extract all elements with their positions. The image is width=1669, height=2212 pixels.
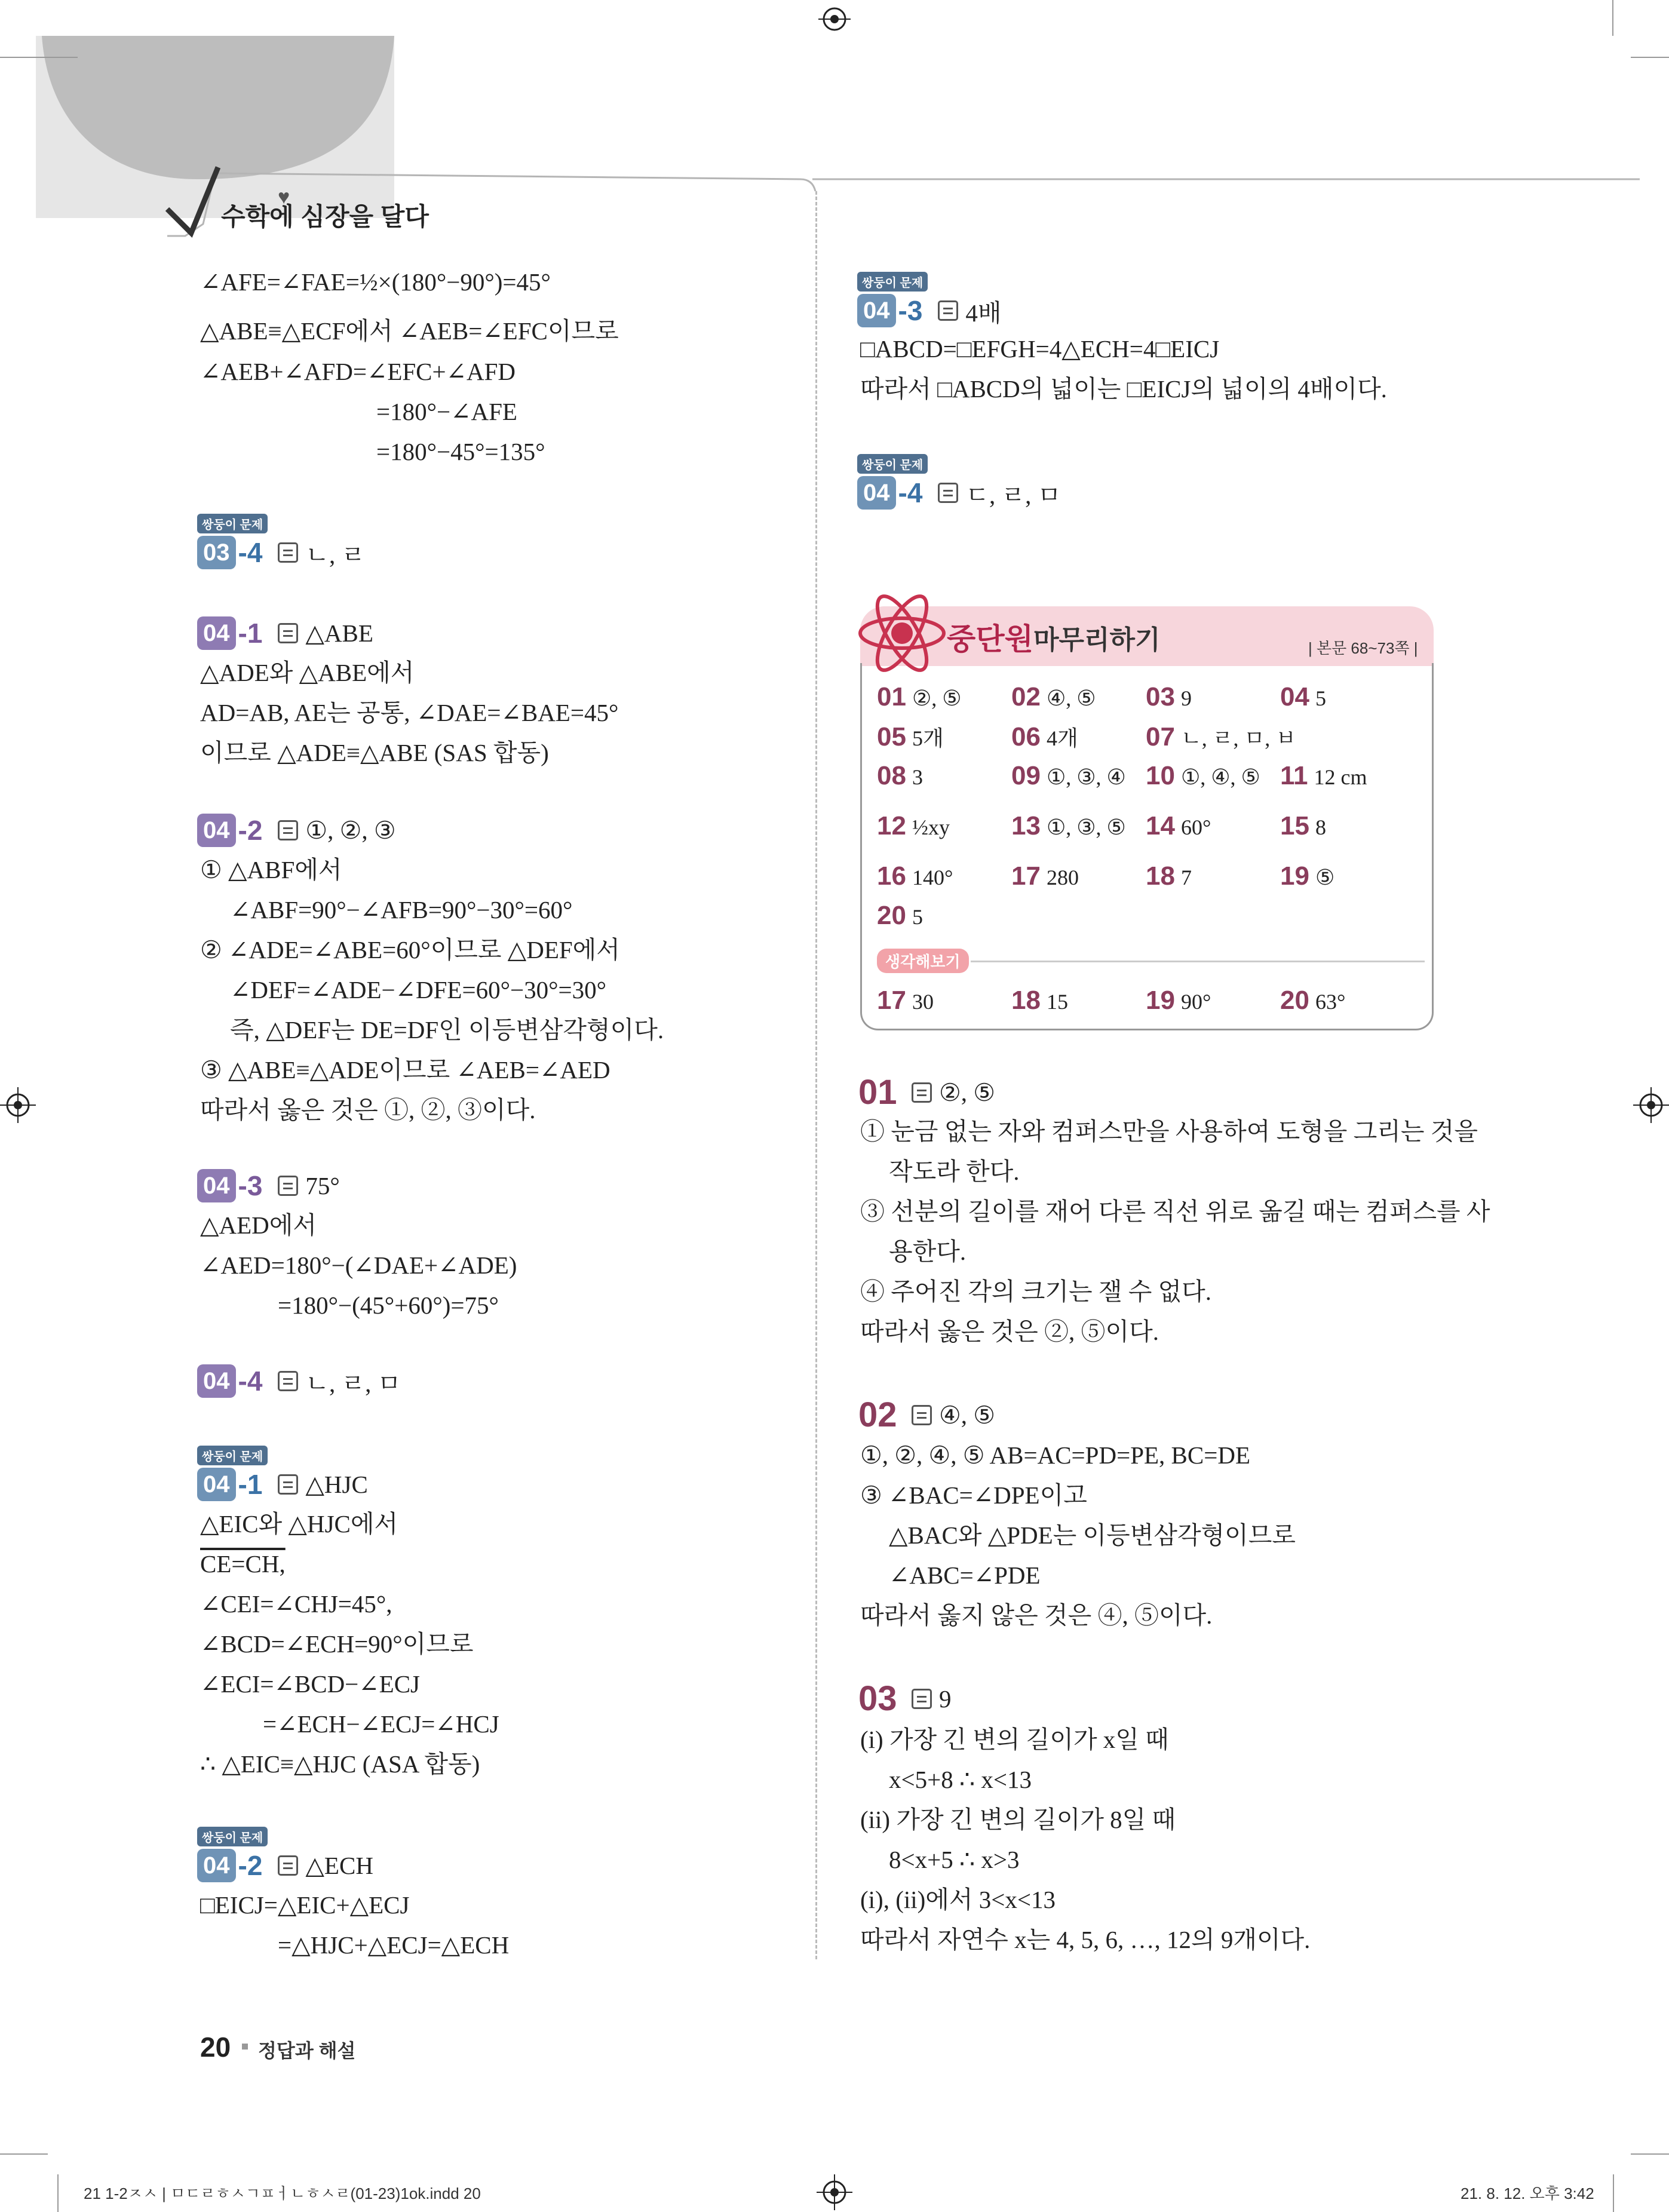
answer-icon xyxy=(938,483,958,503)
review-item: 17 280 xyxy=(1011,861,1079,891)
text-line: 따라서 옳지 않은 것은 ④, ⑤이다. xyxy=(860,1602,1213,1629)
text-line: ③ ∠BAC=∠DPE이고 xyxy=(860,1481,1087,1509)
problem-header xyxy=(197,812,396,848)
page-number: 20 xyxy=(200,2032,231,2063)
text-line: ∠CEI=∠CHJ=45°, xyxy=(200,1590,392,1618)
problem-number: 04 xyxy=(197,616,236,650)
answer-icon xyxy=(278,1176,298,1196)
answer-text: ㄴ, ㄹ xyxy=(305,541,366,569)
review-item: 02 ④, ⑤ xyxy=(1011,682,1096,711)
answer-row xyxy=(896,1078,995,1107)
twin-badge: 쌍둥이 문제 xyxy=(197,1446,268,1465)
answer-text: ㄴ, ㄹ, ㅁ xyxy=(305,1369,401,1397)
answer-text: △ECH xyxy=(305,1852,373,1879)
problem-header xyxy=(197,535,365,570)
think-divider xyxy=(971,961,1425,962)
text-line: (i), (ii)에서 3<x<13 xyxy=(860,1886,1056,1913)
review-item: 18 7 xyxy=(1146,861,1192,891)
crop-line xyxy=(0,2153,48,2155)
review-item: 08 3 xyxy=(877,761,923,790)
problem-sub: -3 xyxy=(898,295,923,326)
problem-sub: -4 xyxy=(238,1366,263,1397)
problem-header xyxy=(857,475,1061,511)
review-item: 01 ②, ⑤ xyxy=(877,682,962,711)
text-line: ∠AFE=∠FAE=½×(180°−90°)=45° xyxy=(200,268,551,296)
answer-icon xyxy=(938,300,958,321)
twin-badge: 쌍둥이 문제 xyxy=(197,514,268,533)
review-item: 07 ㄴ, ㄹ, ㅁ, ㅂ xyxy=(1146,722,1297,751)
footer-label: 정답과 해설 xyxy=(258,2040,356,2061)
review-item: 09 ①, ③, ④ xyxy=(1011,761,1126,790)
answer-icon xyxy=(278,542,298,563)
answer-icon xyxy=(912,1689,932,1709)
answer-text: 9 xyxy=(939,1685,952,1713)
answer-text: ①, ②, ③ xyxy=(305,817,396,844)
review-item: 10 ①, ④, ⑤ xyxy=(1146,761,1260,790)
registration-mark xyxy=(0,1087,36,1123)
text-line: ④ 주어진 각의 크기는 잴 수 없다. xyxy=(860,1278,1212,1305)
answer-icon xyxy=(278,820,298,840)
text-line: AD=AB, AE는 공통, ∠DAE=∠BAE=45° xyxy=(200,699,619,726)
answer-text: ㄷ, ㄹ, ㅁ xyxy=(965,481,1061,509)
text-line: =△HJC+△ECJ=△ECH xyxy=(278,1931,510,1959)
text-line: ① 눈금 없는 자와 컴퍼스만을 사용하여 도형을 그리는 것을 xyxy=(860,1118,1478,1145)
text-line: =180°−45°=135° xyxy=(376,438,545,465)
registration-mark xyxy=(1633,1087,1669,1123)
text-line: □ABCD=□EFGH=4△ECH=4□EICJ xyxy=(860,335,1220,363)
heart-icon: ♥ xyxy=(278,186,290,208)
review-box xyxy=(860,663,1434,1030)
slug-right: 21. 8. 12. 오후 3:42 xyxy=(1461,2185,1594,2202)
answer-icon xyxy=(278,1474,298,1495)
text-line: ② ∠ADE=∠ABE=60°이므로 △DEF에서 xyxy=(200,936,620,964)
crop-line xyxy=(1631,2153,1669,2155)
column-divider xyxy=(815,191,817,1959)
problem-number: 04 xyxy=(857,294,896,327)
text-line: (i) 가장 긴 변의 길이가 x일 때 xyxy=(860,1726,1169,1753)
answer-text: ②, ⑤ xyxy=(939,1079,996,1106)
text-line: ∠DEF=∠ADE−∠DFE=60°−30°=30° xyxy=(230,976,607,1004)
text-line: ∠AEB+∠AFD=∠EFC+∠AFD xyxy=(200,358,516,385)
text-line: △AED에서 xyxy=(200,1211,317,1239)
registration-mark xyxy=(817,2174,852,2210)
problem-sub: -4 xyxy=(238,537,263,568)
twin-badge: 쌍둥이 문제 xyxy=(197,1827,268,1846)
answer-text: △HJC xyxy=(305,1471,368,1498)
header-title: 수학에 심장을 달다 xyxy=(221,203,429,231)
review-item: 11 12 cm xyxy=(1280,761,1367,790)
text-line: 즉, △DEF는 DE=DF인 이등변삼각형이다. xyxy=(230,1016,664,1044)
text-line: ∠AED=180°−(∠DAE+∠ADE) xyxy=(200,1251,517,1279)
answer-text: 75° xyxy=(305,1172,340,1199)
answer-icon xyxy=(278,623,298,643)
text-line: =180°−(45°+60°)=75° xyxy=(278,1291,499,1319)
text-line: ∠ECI=∠BCD−∠ECJ xyxy=(200,1670,420,1698)
answer-row xyxy=(896,1685,952,1713)
twin-badge: 쌍둥이 문제 xyxy=(857,454,928,474)
think-item: 19 90° xyxy=(1146,986,1211,1015)
text-line: 따라서 옳은 것은 ①, ②, ③이다. xyxy=(200,1096,536,1124)
problem-header xyxy=(197,1363,401,1399)
text-line: ∠BCD=∠ECH=90°이므로 xyxy=(200,1630,474,1658)
text-line: △BAC와 △PDE는 이등변삼각형이므로 xyxy=(889,1521,1296,1549)
text-line: △ABE≡△ECF에서 ∠AEB=∠EFC이므로 xyxy=(200,317,619,345)
problem-header xyxy=(857,293,1002,329)
answer-text: ④, ⑤ xyxy=(939,1401,996,1429)
text-line: 따라서 □ABCD의 넓이는 □EICJ의 넓이의 4배이다. xyxy=(860,375,1387,403)
review-item: 19 ⑤ xyxy=(1280,861,1335,891)
review-item: 15 8 xyxy=(1280,811,1326,840)
think-item: 20 63° xyxy=(1280,986,1346,1015)
review-item: 20 5 xyxy=(877,901,923,930)
problem-header xyxy=(197,1848,373,1883)
review-title-b: 마무리하기 xyxy=(1033,625,1161,655)
problem-sub: -4 xyxy=(898,477,923,508)
review-item: 16 140° xyxy=(877,861,953,891)
crop-line xyxy=(57,2174,59,2212)
think-item: 18 15 xyxy=(1011,986,1068,1015)
text-line: ①, ②, ④, ⑤ AB=AC=PD=PE, BC=DE xyxy=(860,1441,1251,1469)
review-item: 14 60° xyxy=(1146,811,1211,840)
text-line: (ii) 가장 긴 변의 길이가 8일 때 xyxy=(860,1806,1176,1833)
text-line: ∠ABF=90°−∠AFB=90°−30°=60° xyxy=(230,896,573,924)
problem-number: 04 xyxy=(197,1364,236,1398)
problem-sub: -1 xyxy=(238,618,263,649)
think-label: 생각해보기 xyxy=(877,949,969,973)
problem-number: 03 xyxy=(858,1679,897,1718)
problem-sub: -2 xyxy=(238,815,263,846)
text-line: △EIC와 △HJC에서 xyxy=(200,1510,398,1538)
footer-square-icon xyxy=(242,2044,248,2050)
problem-header xyxy=(197,1168,340,1204)
think-item: 17 30 xyxy=(877,986,934,1015)
text-line: 8<x+5 ∴ x>3 xyxy=(889,1846,1020,1873)
text-line: 용한다. xyxy=(889,1238,967,1265)
problem-header xyxy=(197,1467,368,1502)
problem-number: 04 xyxy=(197,1169,236,1202)
problem-header xyxy=(197,615,373,651)
answer-icon xyxy=(278,1855,298,1876)
text-line: ∴ △EIC≡△HJC (ASA 합동) xyxy=(200,1750,480,1778)
problem-number: 04 xyxy=(197,814,236,847)
review-page-ref: | 본문 68~73쪽 | xyxy=(1308,639,1418,657)
answer-text: △ABE xyxy=(305,619,373,647)
review-title-a: 중단원 xyxy=(947,622,1033,656)
answer-icon xyxy=(912,1405,932,1425)
review-item: 13 ①, ③, ⑤ xyxy=(1011,811,1126,840)
answer-row xyxy=(896,1401,995,1429)
text-line: x<5+8 ∴ x<13 xyxy=(889,1766,1032,1793)
answer-text: 4배 xyxy=(965,299,1002,327)
text-line: 이므로 △ADE≡△ABE (SAS 합동) xyxy=(200,739,549,766)
text-line: ① △ABF에서 xyxy=(200,856,342,883)
problem-number: 04 xyxy=(197,1468,236,1501)
review-item: 04 5 xyxy=(1280,682,1326,711)
problem-number: 04 xyxy=(197,1849,236,1882)
text-line: 따라서 옳은 것은 ②, ⑤이다. xyxy=(860,1318,1159,1345)
text-line: 따라서 자연수 x는 4, 5, 6, …, 12의 9개이다. xyxy=(860,1926,1311,1953)
review-item: 03 9 xyxy=(1146,682,1192,711)
text-line: ③ △ABE≡△ADE이므로 ∠AEB=∠AED xyxy=(200,1056,610,1084)
problem-sub: -3 xyxy=(238,1170,263,1201)
review-item: 06 4개 xyxy=(1011,722,1078,751)
text-line: △ADE와 △ABE에서 xyxy=(200,659,415,686)
text-line: ③ 선분의 길이를 재어 다른 직선 위로 옮길 때는 컴퍼스를 사 xyxy=(860,1198,1490,1225)
review-item: 05 5개 xyxy=(877,722,944,751)
crop-line xyxy=(1613,2174,1614,2212)
problem-sub: -2 xyxy=(238,1850,263,1881)
review-item: 12 ½xy xyxy=(877,811,950,840)
problem-number: 02 xyxy=(858,1395,897,1434)
text-line: CE=CH, xyxy=(200,1550,286,1578)
answer-icon xyxy=(912,1082,932,1103)
text-line: □EICJ=△EIC+△ECJ xyxy=(200,1891,410,1919)
twin-badge: 쌍둥이 문제 xyxy=(857,272,928,292)
problem-number: 04 xyxy=(857,476,896,510)
problem-sub: -1 xyxy=(238,1469,263,1500)
text-line: 작도라 한다. xyxy=(889,1158,1020,1185)
problem-number: 01 xyxy=(858,1073,897,1112)
problem-number: 03 xyxy=(197,536,236,569)
text-line: =∠ECH−∠ECJ=∠HCJ xyxy=(263,1710,499,1738)
text-line: =180°−∠AFE xyxy=(376,398,517,425)
answer-icon xyxy=(278,1371,298,1391)
slug-left: 21 1-2ㅈㅅ | ㅁㄷㄹㅎㅅㄱㅍㅓㄴㅎㅅㄹ(01-23)1ok.indd 20 xyxy=(84,2185,481,2202)
text-line: ∠ABC=∠PDE xyxy=(889,1561,1041,1589)
